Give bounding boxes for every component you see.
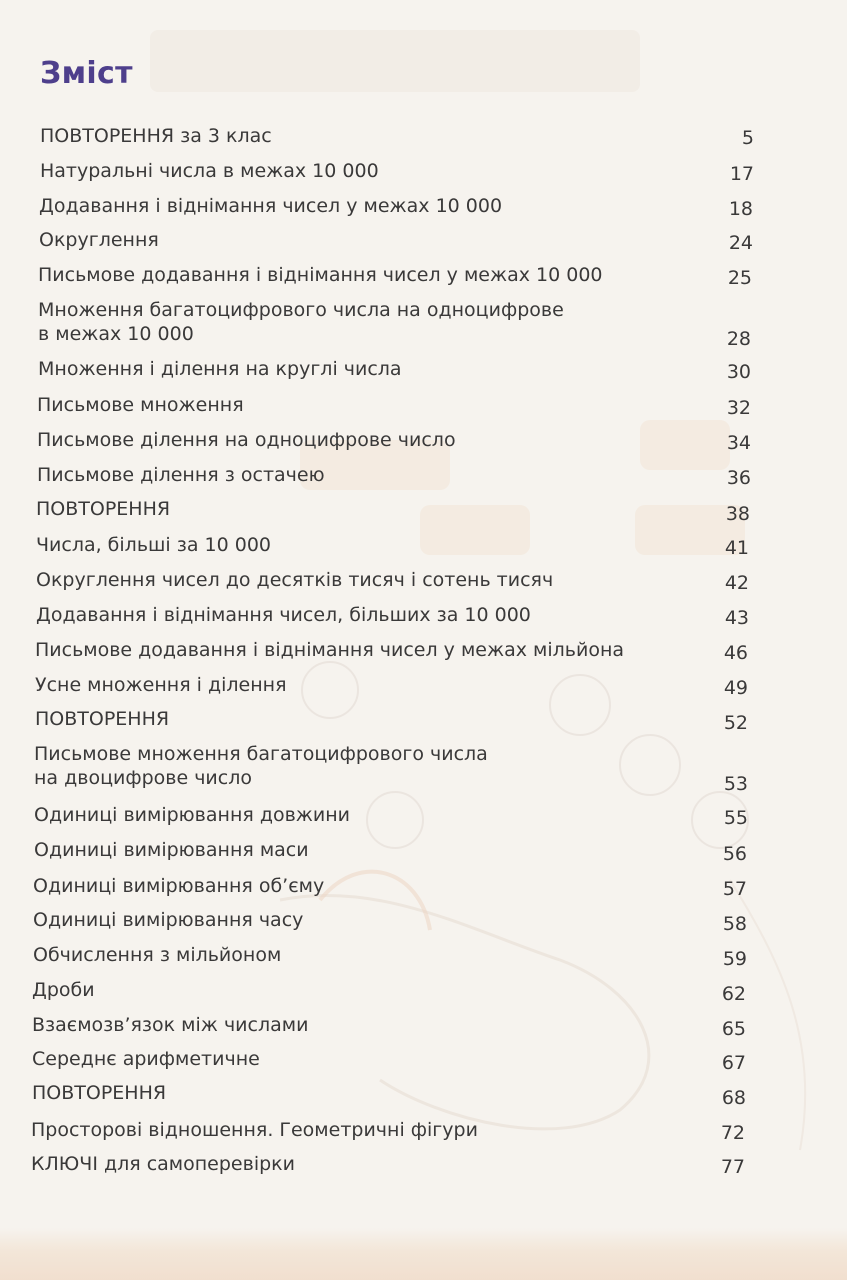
toc-entry-label: Письмове додавання і віднімання чисел у межах 10 000 [38,264,603,286]
toc-entry-page: 56 [722,843,747,865]
toc-entry-label: Просторові відношення. Геометричні фігури [31,1119,478,1141]
toc-entry-label: Числа, більші за 10 000 [36,534,271,556]
toc-entry-label-line2: на двоцифрове число [34,767,252,789]
toc-entry-label [38,298,564,346]
toc-entry-page: 62 [721,983,746,1005]
toc-entry-page: 58 [722,913,747,935]
toc-entry-label: Письмове додавання і віднімання чисел у межах мільйона [35,639,625,661]
toc-entry-label-line1: Множення багатоцифрового числа на одноцифрове [38,299,564,321]
toc-entry-page: 52 [723,712,748,734]
toc-entry-label: Множення і ділення на круглі числа [38,358,402,380]
toc-entry-label: Усне множення і ділення [35,674,287,696]
toc-entry-page: 25 [727,267,752,289]
toc-entry-page: 43 [724,607,749,629]
toc-entry-page: 32 [726,397,751,419]
toc-entry-page: 67 [721,1052,746,1074]
toc-entry-label: Одиниці вимірювання об’єму [33,875,325,897]
toc-entry-label: КЛЮЧІ для самоперевірки [31,1153,295,1175]
toc-entry-label: Середнє арифметичне [32,1048,260,1070]
toc-entry-label: ПОВТОРЕННЯ [32,1082,167,1104]
toc-entry-label-line1: Письмове множення багатоцифрового числа [34,743,488,765]
toc-entry-label: Дроби [32,979,95,1001]
toc-entry-label: ПОВТОРЕННЯ [35,708,170,730]
toc-entry-page: 57 [722,878,747,900]
toc-entry-label: Письмове ділення на одноцифрове число [37,429,456,451]
toc-entry-page: 28 [726,328,751,350]
toc-entry-page: 42 [724,572,749,594]
toc-entry-page: 5 [741,127,754,149]
toc-entry-label: Взаємозв’язок між числами [32,1014,309,1036]
toc-entry-label: Письмове множення [37,394,244,416]
toc-entry-page: 77 [720,1156,745,1178]
toc-entry-label: Додавання і віднімання чисел, більших за 10 000 [36,604,531,626]
toc-entry-page: 59 [722,948,747,970]
toc-entry-page: 30 [726,361,751,383]
toc-entry-label [34,742,488,790]
toc-entry-label: Письмове ділення з остачею [37,464,325,486]
toc-entry-page: 38 [725,503,750,525]
toc-entry-page: 53 [723,773,748,795]
toc-entry-page: 34 [726,432,751,454]
toc-entry-page: 41 [724,537,749,559]
toc-entry-label: Обчислення з мільйоном [33,944,282,966]
toc-entry-page: 18 [728,198,753,220]
toc-entry-label: Округлення [39,229,159,251]
toc-entry-label: ПОВТОРЕННЯ [36,498,171,520]
toc-entry-page: 17 [729,163,754,185]
toc-entry-label: Одиниці вимірювання маси [34,839,309,861]
toc-entry-page: 72 [720,1122,745,1144]
toc-entry-label: Одиниці вимірювання часу [33,909,304,931]
toc-entry-label: Додавання і віднімання чисел у межах 10 000 [39,195,503,217]
toc-entry-page: 65 [721,1018,746,1040]
toc-entry-page: 46 [723,642,748,664]
toc-entry-label: Одиниці вимірювання довжини [34,804,351,826]
toc-entry-page: 49 [723,677,748,699]
toc-entry-page: 24 [728,232,753,254]
page-title: Зміст [40,56,133,91]
toc-entry-label: Округлення чисел до десятків тисяч і сотень тисяч [36,569,554,591]
toc-entry-page: 55 [723,807,748,829]
toc-entry-label: ПОВТОРЕННЯ за 3 клас [40,125,272,147]
toc-entry-label: Натуральні числа в межах 10 000 [40,160,379,182]
toc-entry-label-line2: в межах 10 000 [38,323,194,345]
toc-entry-page: 36 [726,467,751,489]
toc-entry-page: 68 [721,1087,746,1109]
